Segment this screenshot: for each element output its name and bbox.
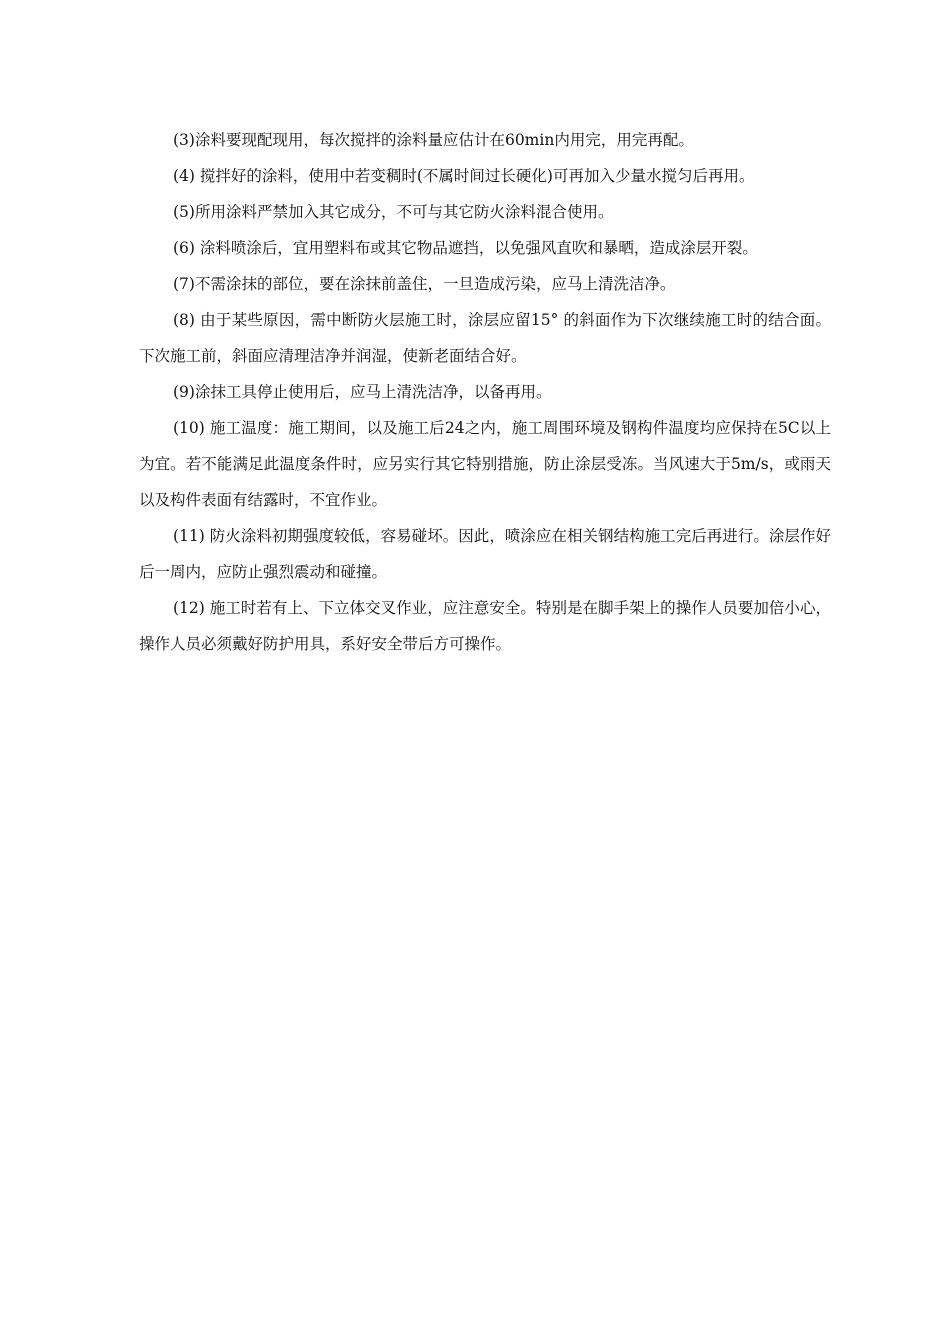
paragraph-3: (3)涂料要现配现用，每次搅拌的涂料量应估计在60min内用完，用完再配。 bbox=[173, 131, 694, 149]
paragraph-4: (4) 搅拌好的涂料，使用中若变稠时(不属时间过长硬化)可再加入少量水搅匀后再用。 bbox=[173, 167, 755, 185]
paragraph-10: (10) 施工温度：施工期间，以及施工后24之内，施工周围环境及钢构件温度均应保持在5C以上为宜。若不能满足此温度条件时，应另实行其它特别措施，防止涂层受冻。当风速大于5m/s，或雨天以及构件表面有结露时，不宜作业。 bbox=[139, 419, 831, 509]
paragraph-5: (5)所用涂料严禁加入其它成分，不可与其它防火涂料混合使用。 bbox=[173, 203, 614, 221]
paragraph-12: (12) 施工时若有上、下立体交叉作业，应注意安全。特别是在脚手架上的操作人员要加倍小心，操作人员必须戴好防护用具，系好安全带后方可操作。 bbox=[139, 599, 831, 653]
paragraph-9: (9)涂抹工具停止使用后，应马上清洗洁净，以备再用。 bbox=[173, 383, 552, 401]
document-body bbox=[139, 122, 831, 662]
paragraph-11: (11) 防火涂料初期强度较低，容易碰坏。因此，喷涂应在相关钢结构施工完后再进行。涂层作好后一周内，应防止强烈震动和碰撞。 bbox=[139, 527, 831, 581]
paragraph-8: (8) 由于某些原因，需中断防火层施工时，涂层应留15° 的斜面作为下次继续施工时的结合面。下次施工前，斜面应清理洁净并润湿，使新老面结合好。 bbox=[139, 311, 831, 365]
paragraph-6: (6) 涂料喷涂后，宜用塑料布或其它物品遮挡，以免强风直吹和暴晒，造成涂层开裂。 bbox=[173, 239, 758, 257]
paragraph-7: (7)不需涂抹的部位，要在涂抹前盖住，一旦造成污染，应马上清洗洁净。 bbox=[173, 275, 676, 293]
